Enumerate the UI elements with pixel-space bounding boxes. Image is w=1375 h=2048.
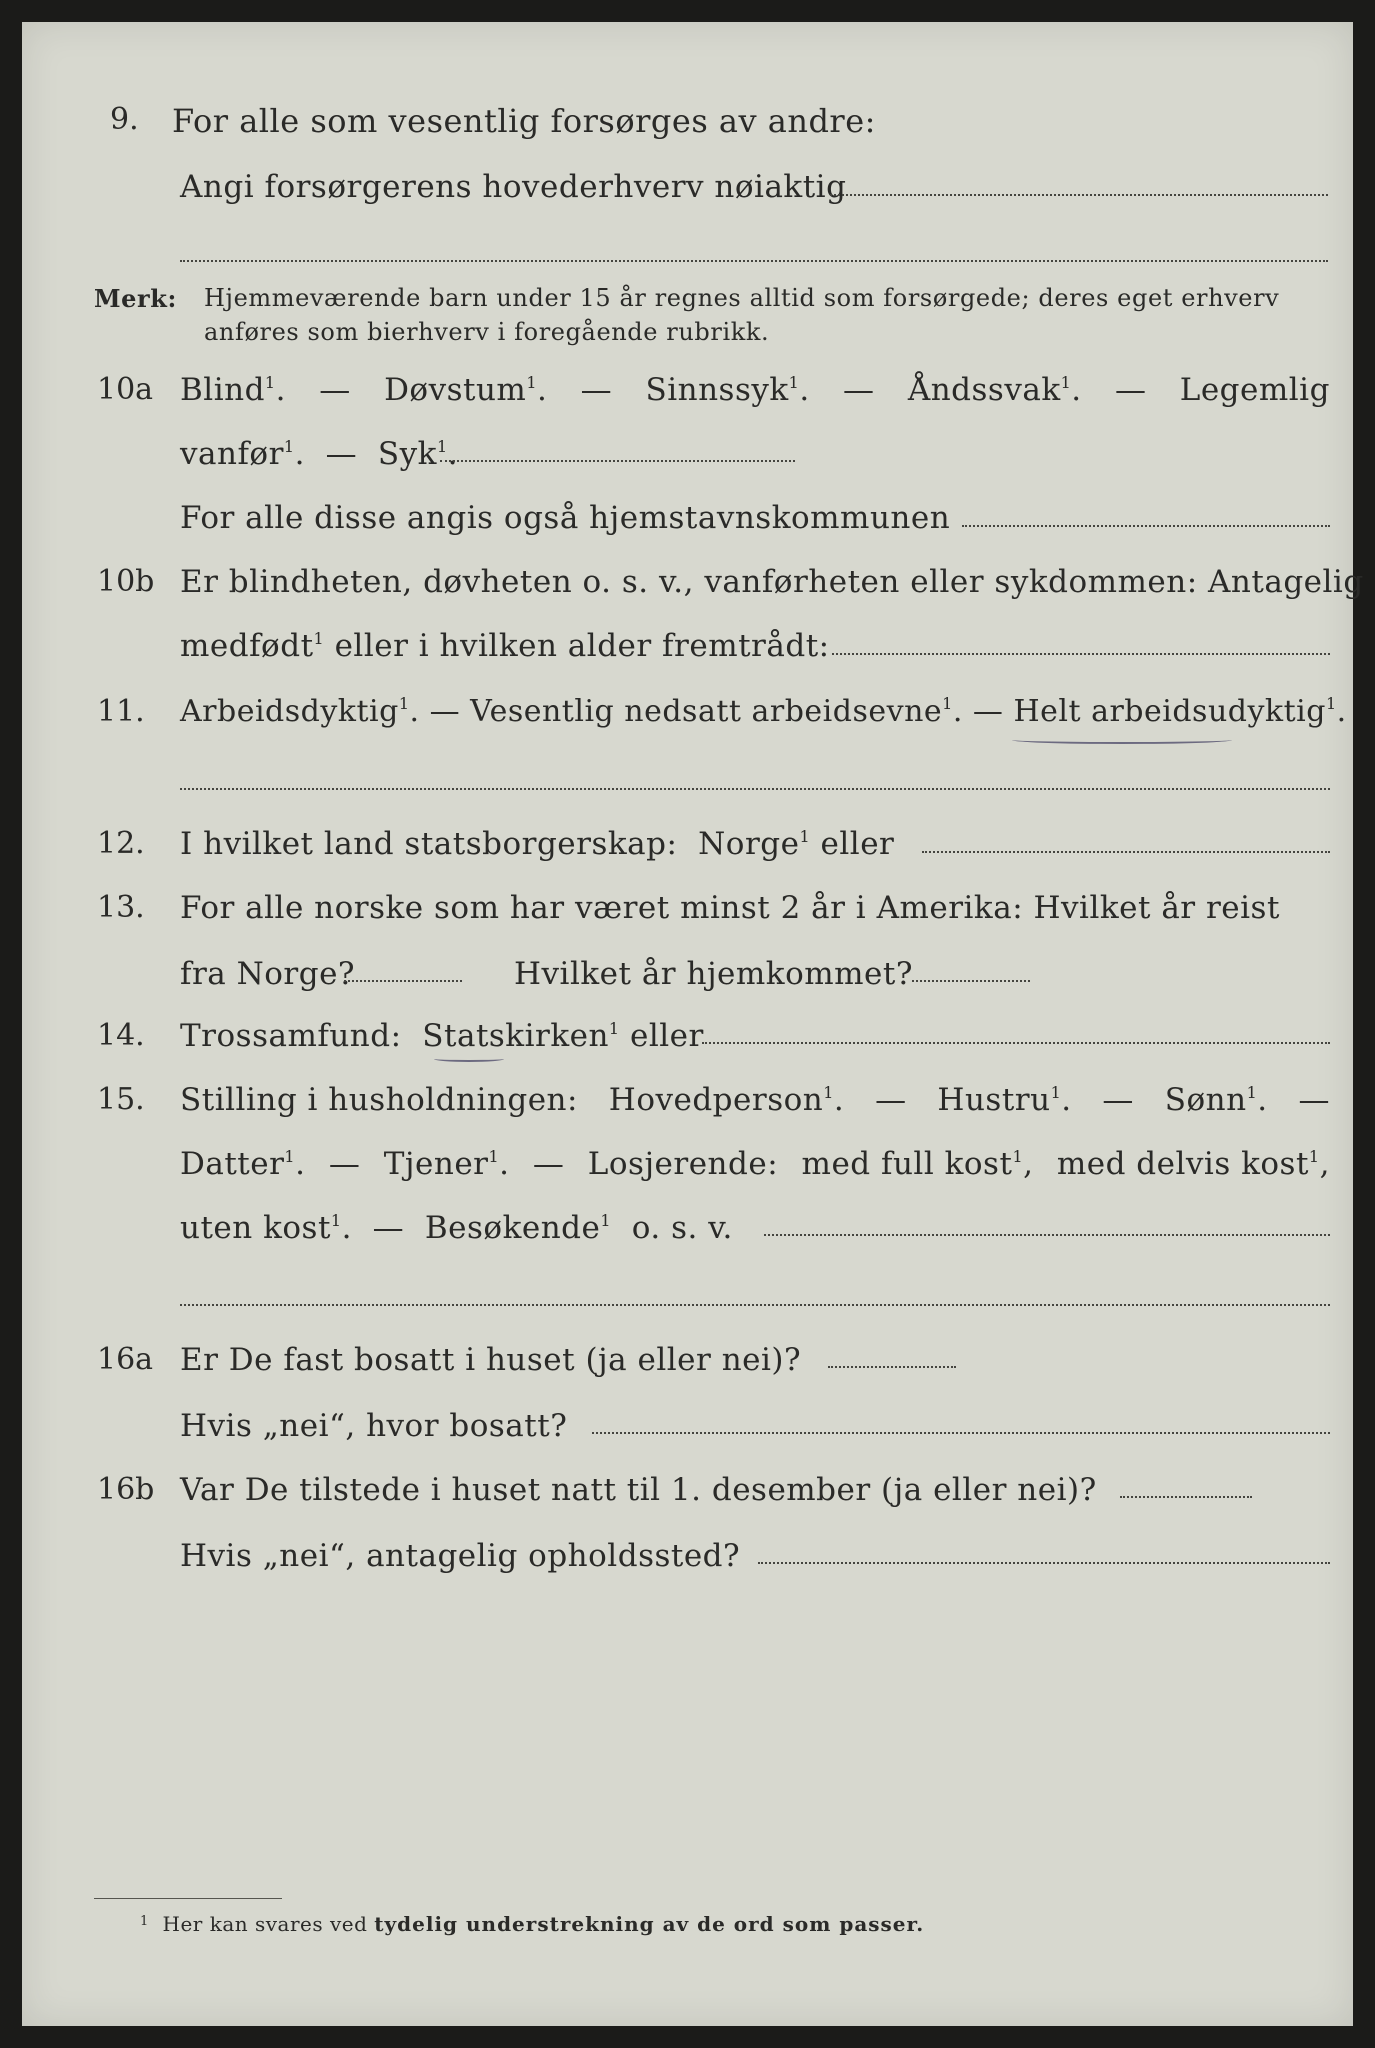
q15-answer-line [764, 1234, 1330, 1236]
q16b-answer-line [1120, 1496, 1252, 1498]
q10b-number: 10b [97, 564, 155, 599]
q12-line: I hvilket land statsborgerskap: Norge$^1$ eller [180, 826, 895, 862]
q13-a-answer-line [344, 980, 462, 982]
q16a-number: 16a [97, 1342, 154, 1377]
q16b-line2: Hvis „nei“, antagelig opholdssted? [180, 1538, 741, 1574]
q9-number: 9. [110, 102, 139, 137]
q15-line1: Stilling i husholdningen: Hovedperson$^1$. — Hustru$^1$. — Sønn$^1$. — [180, 1082, 1330, 1118]
q13-b-answer-line [912, 980, 1030, 982]
q16a-line1: Er De fast bosatt i huset (ja eller nei)? [180, 1342, 802, 1378]
q13-b: Hvilket år hjemkommet? [514, 956, 913, 992]
q10a-line2: vanfør$^1$. — Syk$^1$. [180, 436, 458, 472]
q14-answer-line [702, 1042, 1330, 1044]
q15-line2: Datter$^1$. — Tjener$^1$. — Losjerende: med full kost$^1$, med delvis kost$^1$, [180, 1146, 1330, 1182]
q11-answer-line [180, 788, 1330, 790]
census-form-page [22, 22, 1364, 2026]
q15-answer-line-2 [180, 1304, 1330, 1306]
q16a-location-answer-line [592, 1432, 1330, 1434]
q10b-answer-line [832, 653, 1330, 655]
q13-a: fra Norge? [180, 956, 356, 992]
dash: — [1114, 372, 1147, 408]
q10b-line2: medfødt$^1$ eller i hvilken alder fremtrådt: [180, 628, 830, 664]
q12-number: 12. [97, 826, 145, 861]
q12-answer-line [922, 851, 1330, 853]
q10a-blind: Blind$^1$. [180, 372, 286, 408]
q16b-location-answer-line [758, 1562, 1330, 1564]
q15-number: 15. [97, 1082, 145, 1117]
footnote-rule [94, 1898, 282, 1899]
q9-answer-line [830, 194, 1328, 196]
q10a-hjemstavn-answer-line [962, 525, 1330, 527]
q11-underline-mark [1012, 736, 1232, 744]
q10a-sinnssyk: Sinnssyk$^1$. [645, 372, 810, 408]
q11-number: 11. [97, 694, 145, 729]
merk-label: Merk: [94, 284, 177, 313]
q10a-syk-answer-line [440, 460, 795, 462]
q9-answer-line-2 [180, 260, 1328, 262]
q10b-line1: Er blindheten, døvheten o. s. v., vanførheten eller sykdommen: Antagelig [180, 564, 1364, 600]
q13-line1: For alle norske som har været minst 2 år i Amerika: Hvilket år reist [180, 890, 1280, 926]
merk-line1: Hjemmeværende barn under 15 år regnes alltid som forsørgede; deres eget erhverv [204, 284, 1280, 312]
dash: — [319, 372, 351, 408]
q9-line2: Angi forsørgerens hovederhverv nøiaktig [180, 169, 847, 205]
q9-line1: For alle som vesentlig forsørges av andre: [172, 102, 876, 140]
dash: — [580, 372, 613, 408]
footnote: $^1$ Her kan svares ved tydelig understrekning av de ord som passer. [140, 1912, 925, 1936]
q14-line: Trossamfund: Statskirken$^1$ eller [180, 1018, 704, 1054]
q16a-line2: Hvis „nei“, hvor bosatt? [180, 1408, 568, 1444]
q13-number: 13. [97, 890, 145, 925]
merk-line2: anføres som bierhverv i foregående rubrikk. [204, 318, 770, 346]
q14-number: 14. [97, 1018, 145, 1053]
q10a-line1 [180, 372, 1330, 408]
q16b-number: 16b [97, 1472, 155, 1507]
dash: — [843, 372, 875, 408]
q10a-andssvak: Åndssvak$^1$. [907, 372, 1082, 408]
q10a-number: 10a [97, 372, 154, 407]
q10a-line3: For alle disse angis også hjemstavnskommunen [180, 500, 951, 536]
q16b-line1: Var De tilstede i huset natt til 1. desember (ja eller nei)? [180, 1472, 1097, 1508]
q16a-answer-line [828, 1366, 956, 1368]
q15-line3: uten kost$^1$. — Besøkende$^1$ o. s. v. [180, 1210, 733, 1246]
q14-underline-mark [434, 1056, 504, 1062]
q10a-legemlig: Legemlig [1179, 372, 1330, 408]
q10a-dovstum: Døvstum$^1$. [384, 372, 548, 408]
q11-line: Arbeidsdyktig$^1$. — Vesentlig nedsatt arbeidsevne$^1$. — Helt arbeidsudyktig$^1$. [180, 694, 1347, 729]
